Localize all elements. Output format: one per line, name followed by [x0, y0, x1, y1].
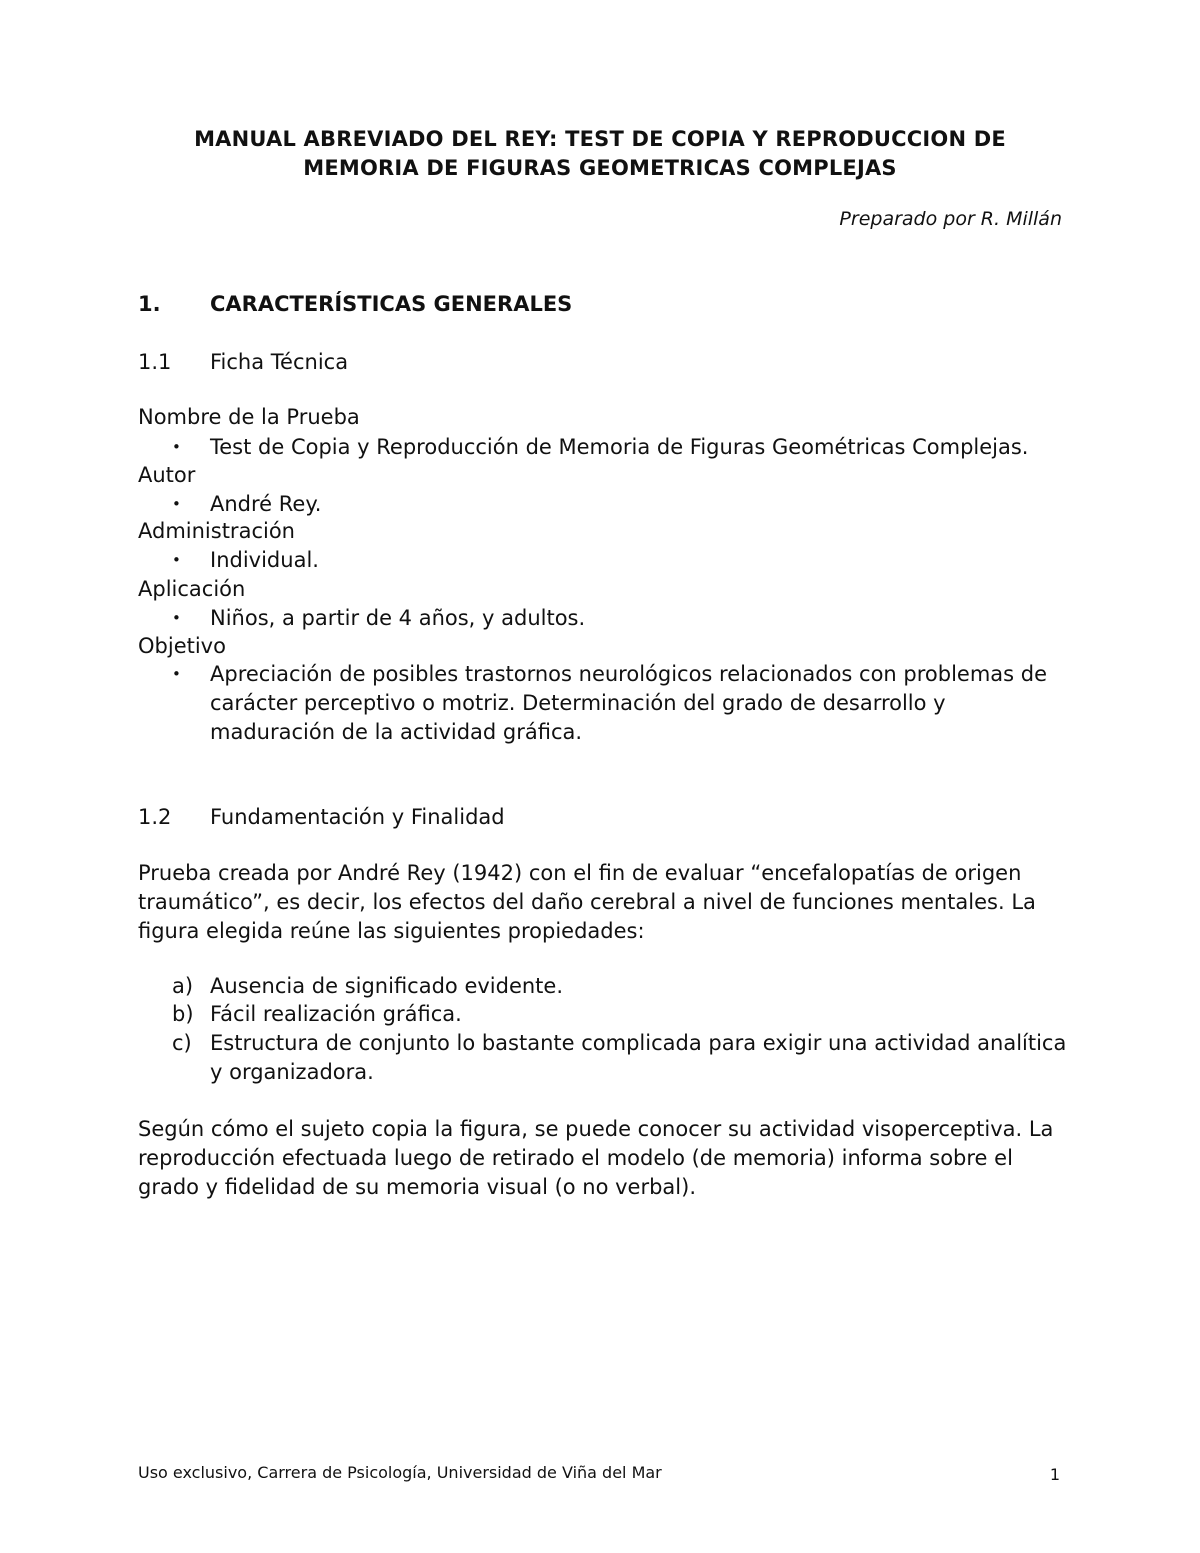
author-byline: Preparado por R. Millán [839, 208, 1062, 230]
bullet-icon: • [172, 495, 181, 513]
list-item-c: Estructura de conjunto lo bastante complicada para exigir una actividad analítica y organizadora. [210, 1031, 1067, 1084]
subsection-1-2-number: 1.2 [138, 805, 172, 829]
list-item-a: Ausencia de significado evidente. [210, 974, 564, 998]
field-label-objetivo: Objetivo [138, 634, 226, 658]
page-number: 1 [1049, 1465, 1060, 1484]
list-marker-a: a) [172, 974, 194, 998]
field-value-administracion: Individual. [210, 548, 319, 572]
field-value-aplicacion: Niños, a partir de 4 años, y adultos. [210, 606, 586, 630]
subsection-1-2-title: Fundamentación y Finalidad [210, 805, 505, 829]
field-value-autor: André Rey. [210, 492, 322, 516]
section-1-number: 1. [138, 292, 161, 316]
section-1-title: CARACTERÍSTICAS GENERALES [210, 292, 573, 316]
list-item-b: Fácil realización gráfica. [210, 1002, 462, 1026]
document-title-line-1: MANUAL ABREVIADO DEL REY: TEST DE COPIA Y REPRODUCCION DE [194, 127, 1006, 151]
bullet-icon: • [172, 665, 181, 683]
list-marker-c: c) [172, 1031, 192, 1055]
footer-text: Uso exclusivo, Carrera de Psicología, Universidad de Viña del Mar [138, 1463, 662, 1482]
field-value-nombre: Test de Copia y Reproducción de Memoria de Figuras Geométricas Complejas. [210, 435, 1029, 459]
field-label-aplicacion: Aplicación [138, 577, 246, 601]
paragraph-fundamentacion: Prueba creada por André Rey (1942) con el fin de evaluar “encefalopatías de origen traumático”, es decir, los efectos del daño cerebral a nivel de funciones mentales. La figura elegida reúne las siguientes propiedades: [138, 861, 1036, 943]
list-marker-b: b) [172, 1002, 194, 1026]
field-value-objetivo: Apreciación de posibles trastornos neurológicos relacionados con problemas de carácter perceptivo o motriz. Determinación del grado de desarrollo y maduración de la actividad gráfica. [210, 662, 1048, 744]
bullet-icon: • [172, 551, 181, 569]
subsection-1-1-number: 1.1 [138, 350, 172, 374]
subsection-1-1-title: Ficha Técnica [210, 350, 349, 374]
field-label-autor: Autor [138, 463, 196, 487]
bullet-icon: • [172, 438, 181, 456]
document-title-line-2: MEMORIA DE FIGURAS GEOMETRICAS COMPLEJAS [303, 156, 897, 180]
field-label-administracion: Administración [138, 519, 295, 543]
field-label-nombre: Nombre de la Prueba [138, 405, 360, 429]
bullet-icon: • [172, 609, 181, 627]
paragraph-visoperceptiva: Según cómo el sujeto copia la figura, se puede conocer su actividad visoperceptiva. La reproducción efectuada luego de retirado el modelo (de memoria) informa sobre el grado y fidelidad de su memoria visual (o no verbal). [138, 1117, 1054, 1199]
